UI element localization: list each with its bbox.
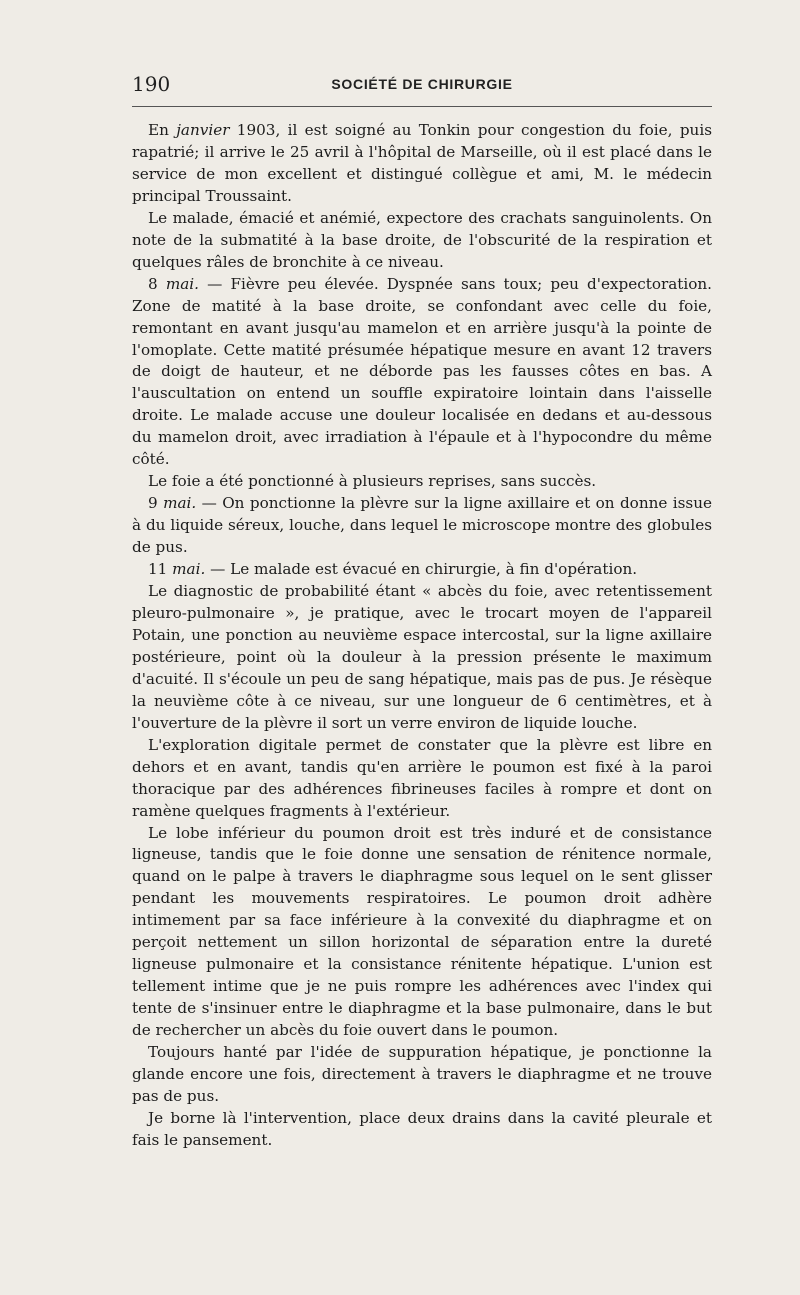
- paragraph: En janvier 1903, il est soigné au Tonkin pour congestion du foie, puis rapatrié; il arrive le 25 avril à l'hôpital de Marseille, où il est placé dans le service de mon excellent et distingué collègue et ami, M. le médecin principal Troussaint.: [132, 121, 712, 205]
- paragraph: Je borne là l'intervention, place deux drains dans la cavité pleurale et fais le pansement.: [132, 1108, 712, 1149]
- header-rule: [132, 106, 712, 107]
- paragraph: Le malade, émacié et anémié, expectore des crachats sanguinolents. On note de la submatité à la base droite, de l'obscurité de la respiration et quelques râles de bronchite à ce niveau.: [132, 208, 712, 271]
- paragraph: L'exploration digitale permet de constater que la plèvre est libre en dehors et en avant, tandis qu'en arrière le poumon est fixé à la paroi thoracique par des adhérences fibrineuses faciles à rompre et dont on ramène quelques fragments à l'extérieur.: [132, 735, 712, 820]
- running-title: SOCIÉTÉ DE CHIRURGIE: [331, 76, 513, 92]
- paragraph: 9 mai. — On ponctionne la plèvre sur la ligne axillaire et on donne issue à du liquide séreux, louche, dans lequel le microscope montre des globules de pus.: [132, 494, 712, 557]
- running-head: [132, 66, 712, 100]
- page-number: 190: [132, 72, 171, 96]
- paragraph: 8 mai. — Fièvre peu élevée. Dyspnée sans toux; peu d'expectoration. Zone de matité à la base droite, se confondant avec celle du foie, remontant en avant jusqu'au mamelon et en arrière jusqu'à la pointe de l'omoplate. Cette matité présumée hépatique mesure en avant 12 travers de doigt de hauteur, et ne déborde pas les fausses côtes en bas. A l'auscultation on entend un souffle expiratoire lointain dans l'aisselle droite. Le malade accuse une douleur localisée en dedans et au-dessous du mamelon droit, avec irradiation à l'épaule et à l'hypocondre du même côté.: [132, 274, 712, 469]
- paragraph: Le foie a été ponctionné à plusieurs reprises, sans succès.: [148, 472, 597, 491]
- paragraph: Toujours hanté par l'idée de suppuration hépatique, je ponctionne la glande encore une fois, directement à travers le diaphragme et ne trouve pas de pus.: [132, 1043, 712, 1105]
- paragraph: 11 mai. — Le malade est évacué en chirurgie, à fin d'opération.: [148, 560, 638, 579]
- paragraph: Le lobe inférieur du poumon droit est très induré et de consistance ligneuse, tandis que le foie donne une sensation de rénitence normale, quand on le palpe à travers le diaphragme sous lequel on le sent glisser pendant les mouvements respiratoires. Le poumon droit adhère intimement par sa face inférieure à la convexité du diaphragme et on perçoit nettement un sillon horizontal de séparation entre la dureté ligneuse pulmonaire et la consistance rénitente hépatique. L'union est tellement intime que je ne puis rompre les adhérences avec l'index qui tente de s'insinuer entre le diaphragme et la base pulmonaire, dans le but de rechercher un abcès du foie ouvert dans le poumon.: [132, 823, 712, 1040]
- body-text: [132, 120, 712, 1152]
- paragraph: Le diagnostic de probabilité étant « abcès du foie, avec retentissement pleuro-pulmonaire », je pratique, avec le trocart moyen de l'appareil Potain, une ponction au neuvième espace intercostal, sur la ligne axillaire postérieure, point où la douleur à la pression présente le maximum d'acuité. Il s'écoule un peu de sang hépatique, mais pas de pus. Je résèque la neuvième côte à ce niveau, sur une longueur de 6 centimètres, et à l'ouverture de la plèvre il sort un verre environ de liquide louche.: [132, 582, 712, 732]
